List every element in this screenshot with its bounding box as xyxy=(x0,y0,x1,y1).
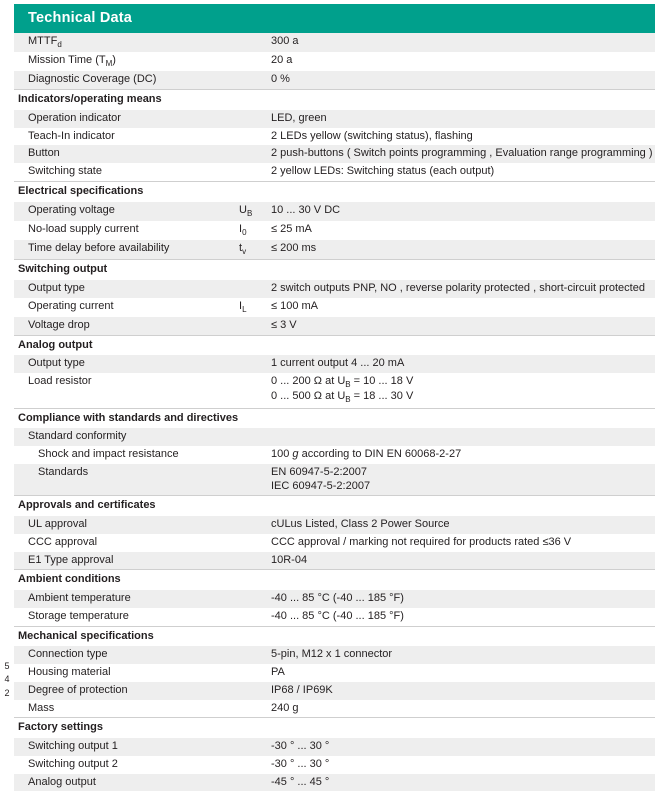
spec-label: Electrical specifications xyxy=(14,181,239,201)
spec-row xyxy=(14,516,655,534)
spec-label: Operating voltage xyxy=(14,202,239,221)
spec-value xyxy=(269,428,655,446)
spec-symbol xyxy=(239,700,269,718)
spec-symbol xyxy=(239,718,269,738)
spec-row xyxy=(14,534,655,552)
spec-symbol xyxy=(239,646,269,664)
spec-label: CCC approval xyxy=(14,534,239,552)
spec-row xyxy=(14,774,655,791)
spec-label: Button xyxy=(14,145,239,163)
spec-symbol xyxy=(239,756,269,774)
spec-value: CCC approval / marking not required for products rated ≤36 V xyxy=(269,534,655,552)
spec-symbol: $U_B$ xyxy=(239,202,269,221)
spec-symbol xyxy=(239,181,269,201)
spec-symbol xyxy=(239,682,269,700)
spec-row xyxy=(14,552,655,570)
spec-symbol xyxy=(239,608,269,626)
spec-value xyxy=(269,570,655,590)
spec-value: 1 current output 4 ... 20 mA xyxy=(269,355,655,373)
spec-label: Housing material xyxy=(14,664,239,682)
margin-mark: 5 xyxy=(2,660,12,674)
spec-row xyxy=(14,317,655,335)
spec-row xyxy=(14,163,655,181)
spec-label: Switching state xyxy=(14,163,239,181)
spec-label: Time delay before availability xyxy=(14,240,239,260)
spec-label: Factory settings xyxy=(14,718,239,738)
spec-row xyxy=(14,128,655,146)
spec-value: IP68 / IP69K xyxy=(269,682,655,700)
spec-section-header xyxy=(14,496,655,516)
spec-value: 0 ... 200 Ω at $U_B = 10$ ... 18 V 0 ... 500 Ω at $U_B = 18$ ... 30 V xyxy=(269,373,655,408)
spec-symbol xyxy=(239,128,269,146)
spec-row xyxy=(14,682,655,700)
spec-label: Analog output xyxy=(14,774,239,791)
margin-mark: 4 xyxy=(2,673,12,687)
spec-value: 20 a xyxy=(269,52,655,71)
spec-label: Approvals and certificates xyxy=(14,496,239,516)
spec-symbol xyxy=(239,355,269,373)
spec-value: PA xyxy=(269,664,655,682)
spec-value: 10 ... 30 V DC xyxy=(269,202,655,221)
margin-marks xyxy=(2,660,12,701)
spec-symbol xyxy=(239,71,269,89)
spec-label: Operating current xyxy=(14,298,239,317)
spec-label: No-load supply current xyxy=(14,221,239,240)
spec-row xyxy=(14,221,655,240)
spec-row xyxy=(14,464,655,496)
spec-value: EN 60947-5-2:2007 IEC 60947-5-2:2007 xyxy=(269,464,655,496)
spec-label: Ambient temperature xyxy=(14,590,239,608)
spec-row xyxy=(14,428,655,446)
spec-label: Compliance with standards and directives xyxy=(14,408,239,428)
spec-row xyxy=(14,202,655,221)
spec-symbol xyxy=(239,626,269,646)
spec-label: UL approval xyxy=(14,516,239,534)
table-body xyxy=(14,33,655,791)
spec-section-header xyxy=(14,408,655,428)
spec-symbol xyxy=(239,408,269,428)
spec-value xyxy=(269,496,655,516)
spec-value: ≤ 3 V xyxy=(269,317,655,335)
spec-symbol xyxy=(239,496,269,516)
spec-symbol xyxy=(239,373,269,408)
spec-value xyxy=(269,260,655,280)
page-title: Technical Data xyxy=(14,4,655,33)
spec-row xyxy=(14,446,655,464)
spec-symbol xyxy=(239,534,269,552)
spec-row xyxy=(14,298,655,317)
spec-row xyxy=(14,646,655,664)
spec-symbol xyxy=(239,33,269,52)
spec-label: Shock and impact resistance xyxy=(14,446,239,464)
spec-label: Mass xyxy=(14,700,239,718)
spec-row xyxy=(14,52,655,71)
spec-label: Connection type xyxy=(14,646,239,664)
spec-value: 5-pin, M12 x 1 connector xyxy=(269,646,655,664)
spec-value xyxy=(269,181,655,201)
spec-label: Output type xyxy=(14,280,239,298)
spec-label: $MTTF_d$ xyxy=(14,33,239,52)
spec-value xyxy=(269,626,655,646)
spec-row xyxy=(14,240,655,260)
spec-value: 10R-04 xyxy=(269,552,655,570)
spec-value: -40 ... 85 °C (-40 ... 185 °F) xyxy=(269,590,655,608)
spec-symbol xyxy=(239,317,269,335)
spec-section-header xyxy=(14,260,655,280)
spec-label: Degree of protection xyxy=(14,682,239,700)
spec-section-header xyxy=(14,570,655,590)
spec-symbol xyxy=(239,590,269,608)
spec-label: Output type xyxy=(14,355,239,373)
spec-symbol xyxy=(239,738,269,756)
spec-value: 2 yellow LEDs: Switching status (each output) xyxy=(269,163,655,181)
spec-value: 0 % xyxy=(269,71,655,89)
spec-symbol xyxy=(239,90,269,110)
spec-row xyxy=(14,145,655,163)
spec-value: 2 switch outputs PNP, NO , reverse polarity protected , short-circuit protected xyxy=(269,280,655,298)
spec-symbol xyxy=(239,552,269,570)
spec-label: Voltage drop xyxy=(14,317,239,335)
spec-value: 100 g according to DIN EN 60068-2-27 xyxy=(269,446,655,464)
spec-label: Teach-In indicator xyxy=(14,128,239,146)
spec-value: -40 ... 85 °C (-40 ... 185 °F) xyxy=(269,608,655,626)
spec-value: cULus Listed, Class 2 Power Source xyxy=(269,516,655,534)
spec-label: Mission Time $(T_M)$ xyxy=(14,52,239,71)
spec-symbol xyxy=(239,664,269,682)
spec-label: Switching output 1 xyxy=(14,738,239,756)
spec-label: Standard conformity xyxy=(14,428,239,446)
spec-symbol xyxy=(239,428,269,446)
technical-data-page xyxy=(0,4,665,702)
spec-symbol xyxy=(239,52,269,71)
spec-symbol xyxy=(239,335,269,355)
spec-value: 2 LEDs yellow (switching status), flashing xyxy=(269,128,655,146)
spec-symbol xyxy=(239,774,269,791)
spec-value: -30 ° ... 30 ° xyxy=(269,738,655,756)
spec-label: Analog output xyxy=(14,335,239,355)
spec-value: 240 g xyxy=(269,700,655,718)
spec-section-header xyxy=(14,90,655,110)
spec-label: Indicators/operating means xyxy=(14,90,239,110)
spec-label: Operation indicator xyxy=(14,110,239,128)
spec-label: Load resistor xyxy=(14,373,239,408)
spec-symbol: $t_v$ xyxy=(239,240,269,260)
spec-value: ≤ 25 mA xyxy=(269,221,655,240)
spec-value: 2 push-buttons ( Switch points programming , Evaluation range programming ) xyxy=(269,145,655,163)
spec-symbol xyxy=(239,446,269,464)
spec-label: E1 Type approval xyxy=(14,552,239,570)
spec-label: Mechanical specifications xyxy=(14,626,239,646)
spec-symbol: $I_0$ xyxy=(239,221,269,240)
spec-value: -45 ° ... 45 ° xyxy=(269,774,655,791)
spec-label: Ambient conditions xyxy=(14,570,239,590)
spec-symbol xyxy=(239,280,269,298)
spec-label: Standards xyxy=(14,464,239,496)
spec-row xyxy=(14,738,655,756)
spec-row xyxy=(14,756,655,774)
spec-row xyxy=(14,355,655,373)
spec-row xyxy=(14,590,655,608)
spec-symbol xyxy=(239,260,269,280)
spec-row xyxy=(14,110,655,128)
technical-data-table xyxy=(14,33,655,791)
spec-value: 300 a xyxy=(269,33,655,52)
spec-section-header xyxy=(14,626,655,646)
spec-value: -30 ° ... 30 ° xyxy=(269,756,655,774)
spec-row xyxy=(14,71,655,89)
spec-row xyxy=(14,373,655,408)
margin-mark: 2 xyxy=(2,687,12,701)
spec-value xyxy=(269,335,655,355)
spec-symbol xyxy=(239,110,269,128)
spec-symbol xyxy=(239,145,269,163)
spec-symbol xyxy=(239,163,269,181)
spec-row xyxy=(14,664,655,682)
spec-value xyxy=(269,90,655,110)
spec-section-header xyxy=(14,181,655,201)
spec-label: Switching output 2 xyxy=(14,756,239,774)
spec-symbol xyxy=(239,570,269,590)
spec-symbol: $I_L$ xyxy=(239,298,269,317)
spec-row xyxy=(14,33,655,52)
spec-value: ≤ 100 mA xyxy=(269,298,655,317)
spec-section-header xyxy=(14,718,655,738)
spec-row xyxy=(14,280,655,298)
spec-label: Switching output xyxy=(14,260,239,280)
spec-value xyxy=(269,718,655,738)
spec-label: Diagnostic Coverage (DC) xyxy=(14,71,239,89)
spec-label: Storage temperature xyxy=(14,608,239,626)
spec-symbol xyxy=(239,516,269,534)
spec-value xyxy=(269,408,655,428)
spec-row xyxy=(14,700,655,718)
spec-section-header xyxy=(14,335,655,355)
spec-value: LED, green xyxy=(269,110,655,128)
spec-value: ≤ 200 ms xyxy=(269,240,655,260)
spec-row xyxy=(14,608,655,626)
spec-symbol xyxy=(239,464,269,496)
